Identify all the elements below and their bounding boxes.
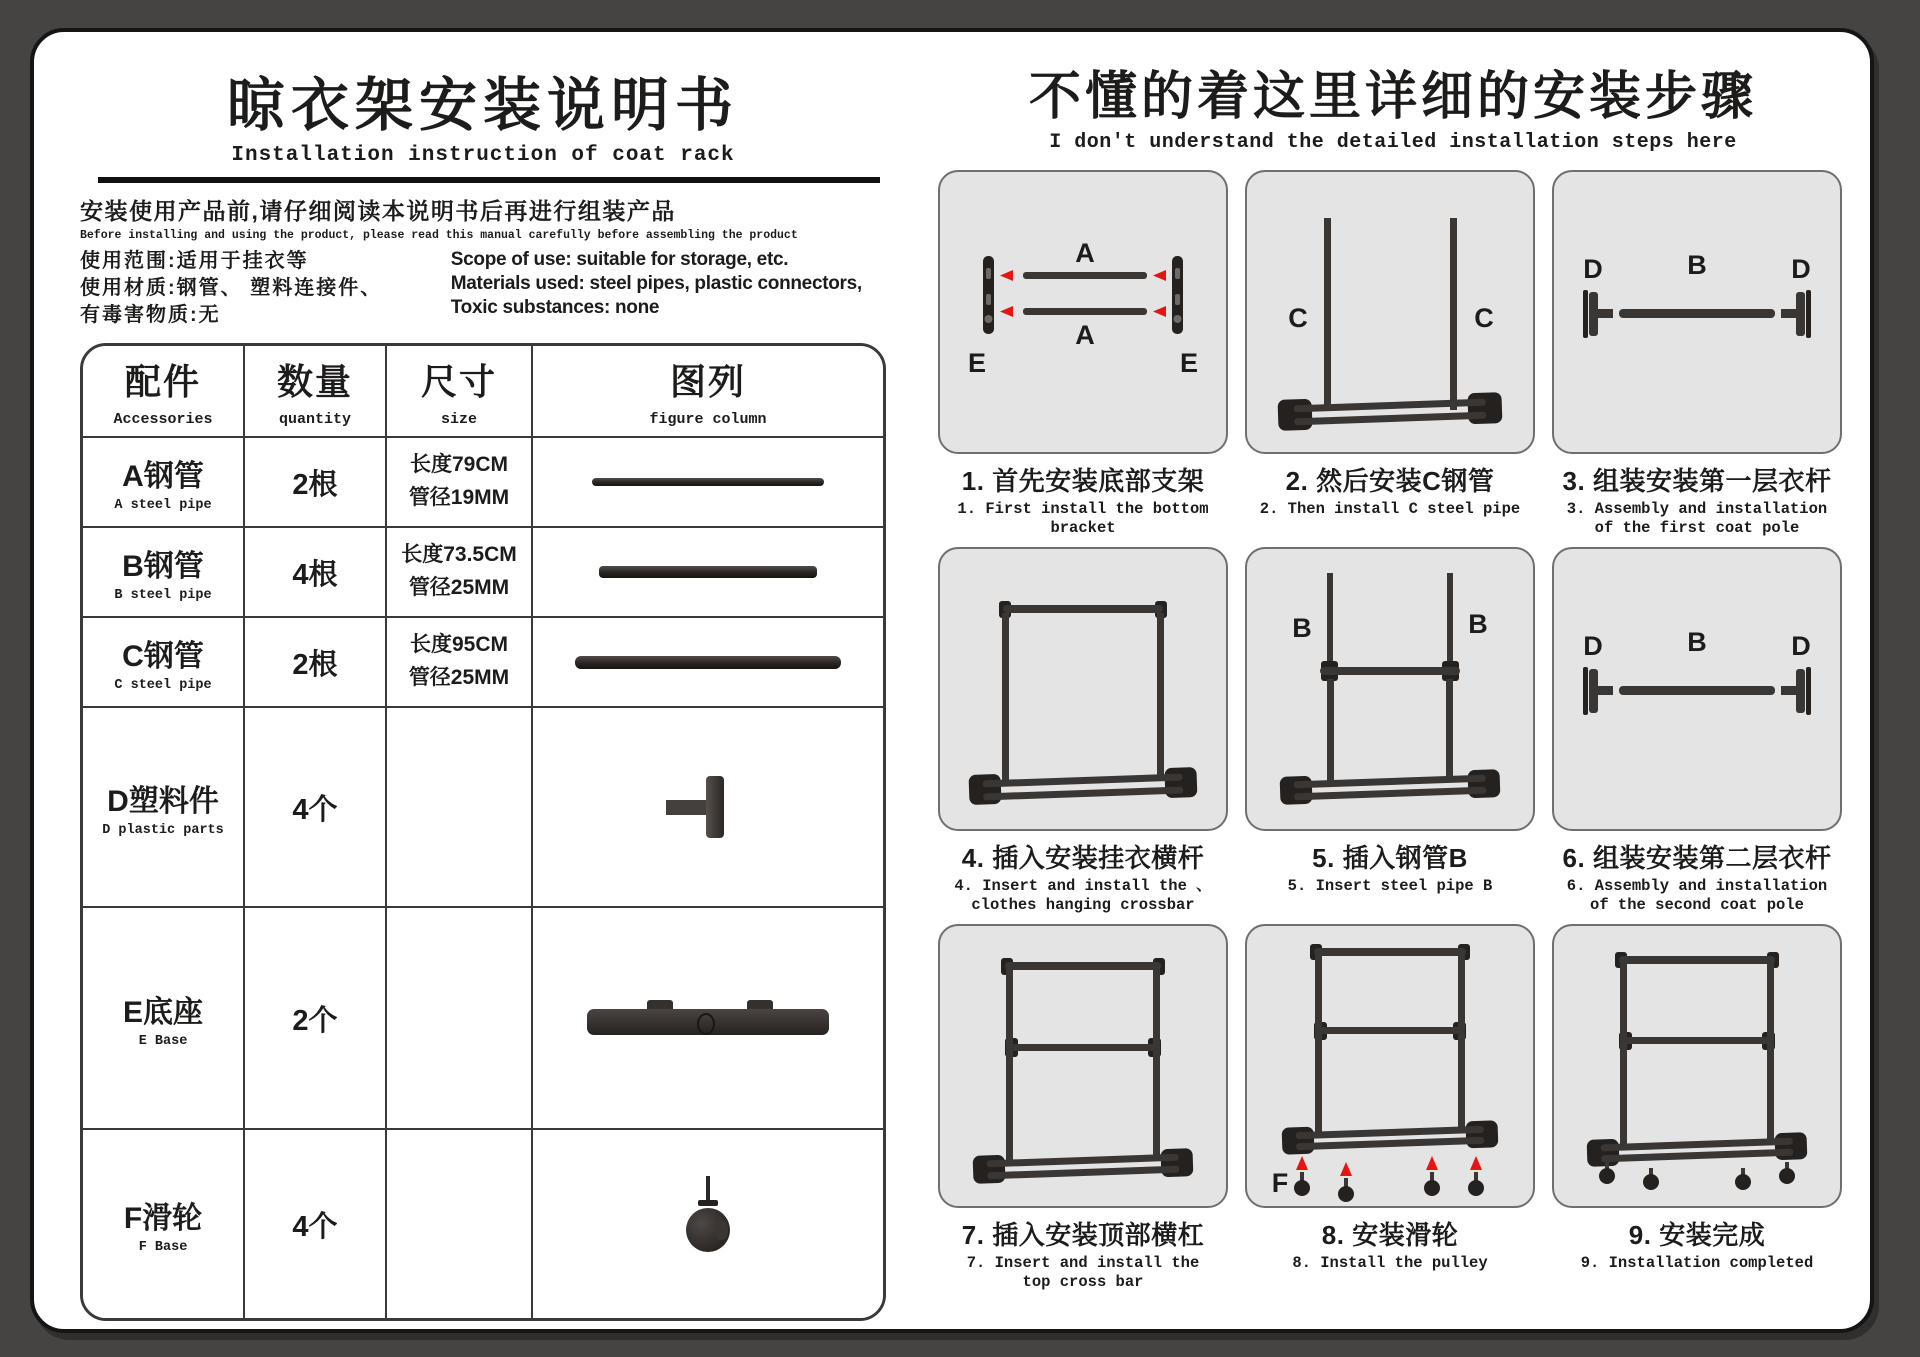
insert-arrow-icon bbox=[1153, 306, 1166, 317]
attach-arrow-icon bbox=[1340, 1162, 1352, 1176]
step-3-diagram-icon bbox=[1554, 172, 1840, 452]
page-title-cn: 晾衣架安装说明书 bbox=[226, 73, 739, 138]
part-qty-a: 2根 bbox=[245, 438, 387, 528]
insert-arrow-icon bbox=[1000, 270, 1013, 281]
step-6-diagram-icon bbox=[1554, 549, 1840, 829]
part-size-a: 长度79CM 管径19MM bbox=[387, 438, 533, 528]
step-2-diagram-icon bbox=[1247, 172, 1533, 452]
attach-arrow-icon bbox=[1470, 1156, 1482, 1170]
part-figure-f bbox=[533, 1130, 883, 1318]
step-7-panel bbox=[938, 924, 1228, 1208]
label-b-center: B bbox=[1687, 250, 1707, 280]
step-8-panel bbox=[1245, 924, 1535, 1208]
usage-info bbox=[80, 248, 886, 329]
step-2 bbox=[1245, 170, 1535, 539]
part-size-e bbox=[387, 908, 533, 1130]
part-name-a: A钢管 A steel pipe bbox=[83, 438, 245, 528]
part-size-c: 长度95CM 管径25MM bbox=[387, 618, 533, 708]
label-e-left: E bbox=[967, 348, 987, 378]
step-1-caption-cn: 1. 首先安装底部支架 bbox=[961, 466, 1205, 496]
step-5-diagram-icon bbox=[1247, 549, 1533, 829]
label-d-right: D bbox=[1791, 254, 1811, 284]
part-qty-b: 4根 bbox=[245, 528, 387, 618]
step-3-caption-en: 3. Assembly and installation of the first coat pole bbox=[1566, 500, 1828, 538]
step-5-caption-en: 5. Insert steel pipe B bbox=[1287, 876, 1493, 895]
part-name-b: B钢管 B steel pipe bbox=[83, 528, 245, 618]
usage-toxic-en: Toxic substances: none bbox=[450, 296, 660, 318]
step-3 bbox=[1552, 170, 1842, 539]
part-name-c: C钢管 C steel pipe bbox=[83, 618, 245, 708]
part-figure-c bbox=[533, 618, 883, 708]
part-name-f: F滑轮 F Base bbox=[83, 1130, 245, 1318]
part-qty-e: 2个 bbox=[245, 908, 387, 1130]
part-size-d bbox=[387, 708, 533, 908]
step-7 bbox=[938, 924, 1228, 1293]
usage-material-en: Materials used: steel pipes, plastic connectors, bbox=[450, 272, 862, 294]
step-9-caption-en: 9. Installation completed bbox=[1580, 1253, 1814, 1272]
step-2-panel bbox=[1245, 170, 1535, 454]
usage-info-cn bbox=[80, 248, 451, 329]
d-plastic-tee-figure bbox=[666, 776, 750, 838]
a-steel-pipe-figure bbox=[592, 478, 824, 486]
step-4-panel bbox=[938, 547, 1228, 831]
attach-arrow-icon bbox=[1426, 1156, 1438, 1170]
insert-arrow-icon bbox=[1153, 270, 1166, 281]
attach-arrow-icon bbox=[1296, 1156, 1308, 1170]
manual-card bbox=[30, 28, 1874, 1333]
part-qty-c: 2根 bbox=[245, 618, 387, 708]
header-quantity: 数量 quantity bbox=[245, 346, 387, 438]
warning-cn: 安装使用产品前,请仔细阅读本说明书后再进行组装产品 bbox=[80, 198, 676, 224]
step-9-panel bbox=[1552, 924, 1842, 1208]
steps-title-en: I don't understand the detailed installation steps here bbox=[1049, 131, 1737, 154]
step-8-caption-en: 8. Install the pulley bbox=[1292, 1253, 1488, 1272]
caster-icon bbox=[1294, 1156, 1484, 1202]
part-size-b: 长度73.5CM 管径25MM bbox=[387, 528, 533, 618]
right-column bbox=[914, 32, 1870, 1329]
step-8 bbox=[1245, 924, 1535, 1293]
title-divider bbox=[98, 177, 880, 183]
step-1-diagram-icon bbox=[940, 172, 1226, 452]
part-name-d: D塑料件 D plastic parts bbox=[83, 708, 245, 908]
step-3-panel bbox=[1552, 170, 1842, 454]
step-1-panel bbox=[938, 170, 1228, 454]
step-4-caption-cn: 4. 插入安装挂衣横杆 bbox=[961, 842, 1205, 873]
steps-grid bbox=[938, 170, 1848, 1292]
warning-en: Before installing and using the product, please read this manual carefully before assembling the product bbox=[80, 229, 798, 242]
header-accessories: 配件 Accessories bbox=[83, 346, 245, 438]
step-9-caption-cn: 9. 安装完成 bbox=[1628, 1219, 1766, 1250]
label-e-right: E bbox=[1179, 348, 1199, 378]
step-6-caption-en: 6. Assembly and installation of the second coat pole bbox=[1566, 876, 1828, 915]
step-3-caption-cn: 3. 组装安装第一层衣杆 bbox=[1562, 466, 1832, 496]
b-steel-pipe-figure bbox=[599, 566, 817, 578]
step-5 bbox=[1245, 547, 1535, 916]
caster-icon bbox=[1599, 1162, 1795, 1190]
step-7-caption-en: 7. Insert and install the top cross bar bbox=[966, 1253, 1200, 1291]
label-f: F bbox=[1271, 1167, 1289, 1198]
step-5-caption-cn: 5. 插入钢管B bbox=[1312, 842, 1468, 873]
part-figure-d bbox=[533, 708, 883, 908]
insert-arrow-icon bbox=[1000, 306, 1013, 317]
label-c-left: C bbox=[1288, 303, 1308, 333]
step-6-caption-cn: 6. 组装安装第二层衣杆 bbox=[1562, 842, 1832, 873]
part-qty-f: 4个 bbox=[245, 1130, 387, 1318]
label-c-right: C bbox=[1474, 303, 1494, 333]
part-figure-b bbox=[533, 528, 883, 618]
usage-material-cn: 使用材质:钢管、 塑料连接件、 bbox=[80, 277, 383, 299]
step-9-diagram-icon bbox=[1554, 926, 1840, 1206]
part-figure-a bbox=[533, 438, 883, 528]
e-base-figure bbox=[587, 995, 829, 1041]
usage-info-en bbox=[451, 248, 886, 329]
usage-toxic-cn: 有毒害物质:无 bbox=[80, 304, 221, 326]
f-caster-figure bbox=[678, 1176, 738, 1272]
label-a-bottom: A bbox=[1075, 320, 1095, 350]
step-2-caption-cn: 2. 然后安装C钢管 bbox=[1285, 466, 1495, 496]
step-7-caption-cn: 7. 插入安装顶部横杠 bbox=[961, 1219, 1205, 1250]
step-1-caption-en: 1. First install the bottom bracket bbox=[957, 500, 1209, 538]
step-6 bbox=[1552, 547, 1842, 916]
step-1 bbox=[938, 170, 1228, 539]
left-column bbox=[34, 32, 914, 1329]
step-7-diagram-icon bbox=[940, 926, 1226, 1206]
page-title-en: Installation instruction of coat rack bbox=[231, 144, 735, 167]
label-d-left: D bbox=[1583, 630, 1603, 661]
step-6-panel bbox=[1552, 547, 1842, 831]
parts-table bbox=[80, 343, 886, 1321]
part-name-e: E底座 E Base bbox=[83, 908, 245, 1130]
step-4 bbox=[938, 547, 1228, 916]
step-4-caption-en: 4. Insert and install the 、 clothes hanging crossbar bbox=[954, 876, 1212, 915]
label-b-left: B bbox=[1292, 612, 1312, 643]
step-4-diagram-icon bbox=[940, 549, 1226, 829]
step-9 bbox=[1552, 924, 1842, 1293]
steps-title-cn: 不懂的着这里详细的安装步骤 bbox=[1028, 68, 1757, 126]
c-steel-pipe-figure bbox=[575, 656, 841, 669]
part-figure-e bbox=[533, 908, 883, 1130]
usage-scope-cn: 使用范围:适用于挂衣等 bbox=[80, 250, 309, 272]
usage-scope-en: Scope of use: suitable for storage, etc. bbox=[450, 249, 789, 270]
label-a-top: A bbox=[1075, 238, 1095, 268]
part-size-f bbox=[387, 1130, 533, 1318]
header-size: 尺寸 size bbox=[387, 346, 533, 438]
step-8-diagram-icon bbox=[1247, 926, 1533, 1206]
label-b-center: B bbox=[1687, 626, 1707, 657]
header-figure: 图列 figure column bbox=[533, 346, 883, 438]
label-d-left: D bbox=[1583, 254, 1603, 284]
step-2-caption-en: 2. Then install C steel pipe bbox=[1259, 500, 1521, 518]
label-b-right: B bbox=[1468, 608, 1488, 639]
label-d-right: D bbox=[1791, 630, 1811, 661]
part-qty-d: 4个 bbox=[245, 708, 387, 908]
step-8-caption-cn: 8. 安装滑轮 bbox=[1321, 1219, 1459, 1250]
step-5-panel bbox=[1245, 547, 1535, 831]
